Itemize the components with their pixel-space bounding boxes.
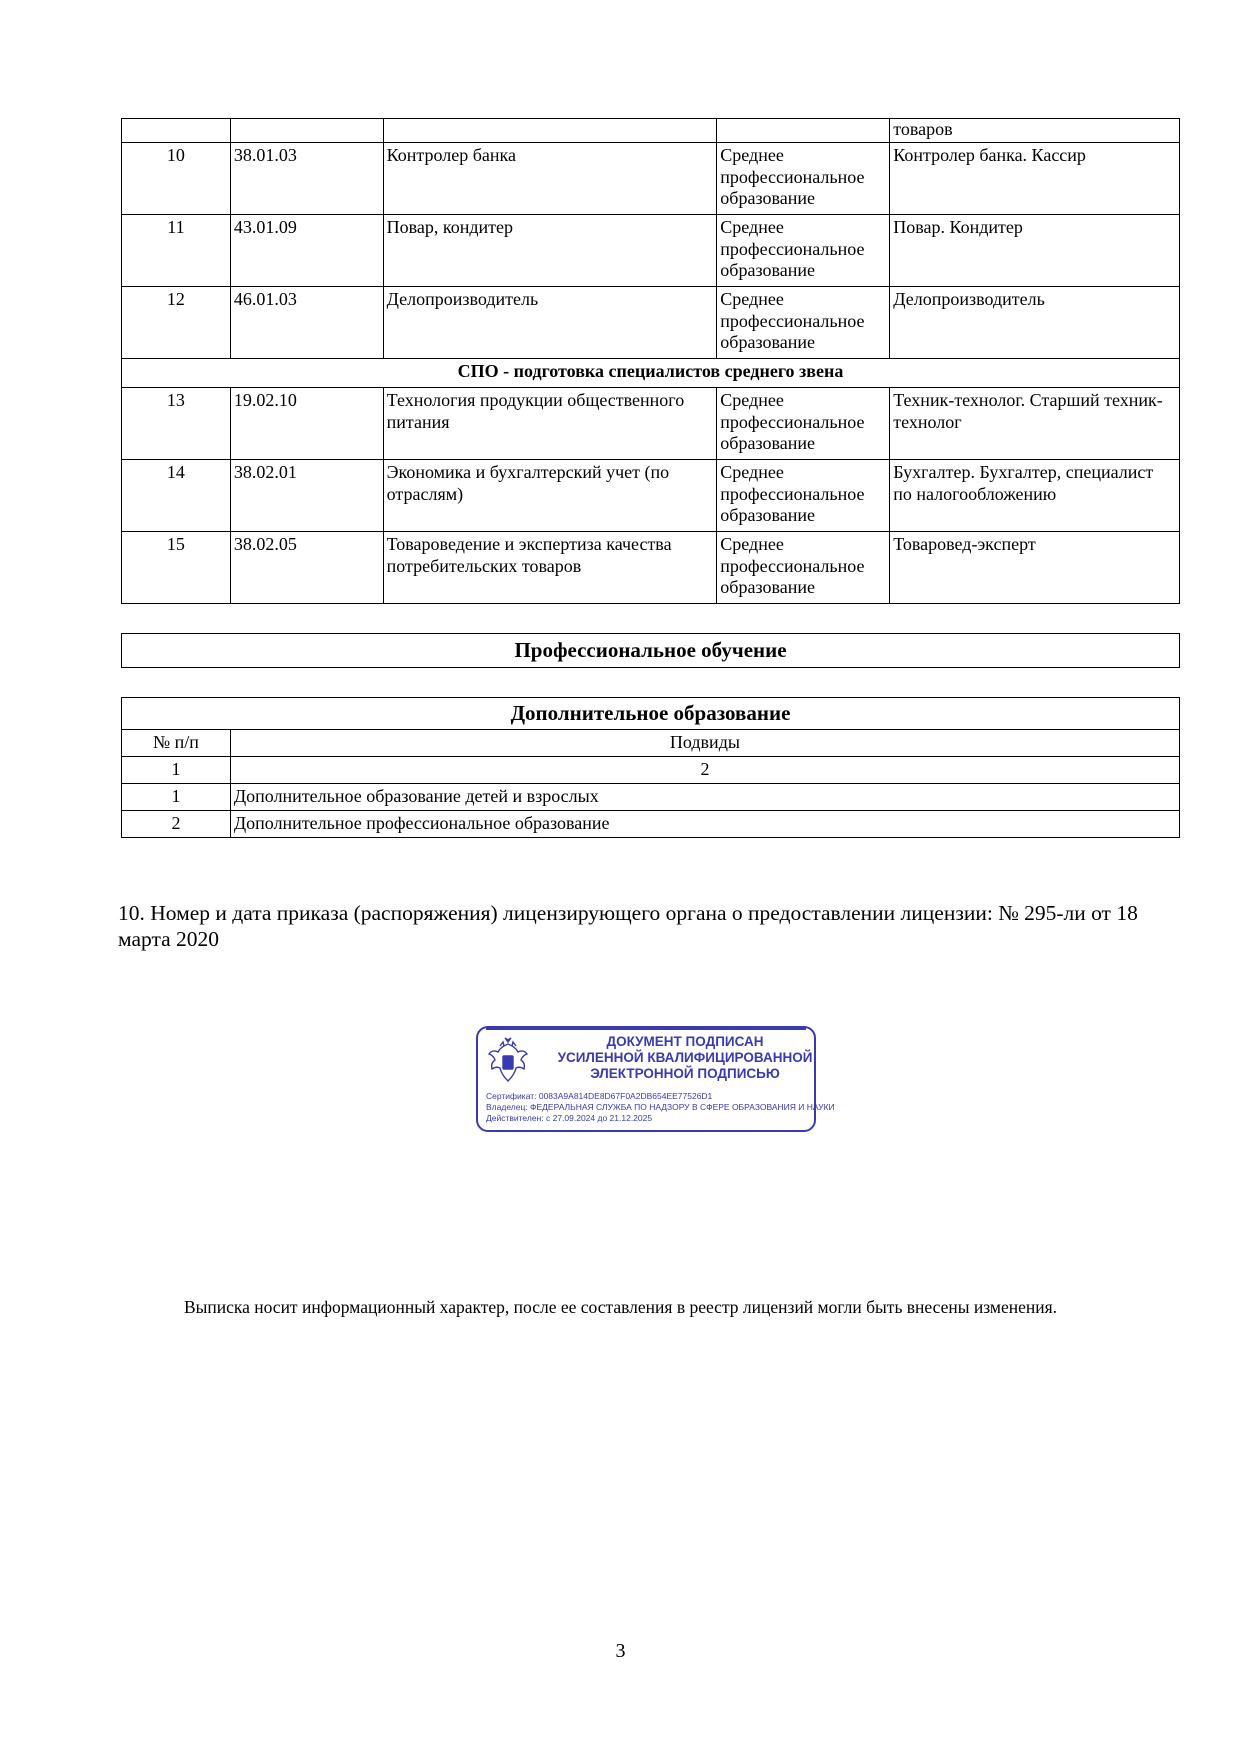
cell-code: 19.02.10: [230, 388, 383, 460]
cell-num: 13: [122, 388, 231, 460]
cell-qualification: Бухгалтер. Бухгалтер, специалист по налогообложению: [890, 460, 1180, 532]
table-row: [122, 698, 1180, 730]
cell-qualification: Делопроизводитель: [890, 287, 1180, 359]
stamp-line-3: ЭЛЕКТРОННОЙ ПОДПИСЬЮ: [590, 1066, 780, 1081]
stamp-top-rule: [486, 1027, 806, 1030]
cell-code: 38.02.01: [230, 460, 383, 532]
cell-subtype: Дополнительное профессиональное образование: [230, 811, 1179, 838]
cell-name: Контролер банка: [383, 143, 717, 215]
table-row: [122, 215, 1180, 287]
programs-table: [121, 118, 1180, 604]
column-header-num: № п/п: [122, 730, 231, 757]
cell-num: 11: [122, 215, 231, 287]
additional-education-table: [121, 697, 1180, 838]
cell-num: 1: [122, 784, 231, 811]
cell-code: 38.01.03: [230, 143, 383, 215]
table-row: [122, 811, 1180, 838]
cell-num: 15: [122, 532, 231, 604]
table-row: [122, 784, 1180, 811]
cell-num: 14: [122, 460, 231, 532]
column-index: 1: [122, 757, 231, 784]
cell-name: Технология продукции общественного питания: [383, 388, 717, 460]
table-row: [122, 634, 1180, 668]
table-index-row: [122, 757, 1180, 784]
cell-qualification: товаров: [890, 119, 1180, 143]
cell-name: Повар, кондитер: [383, 215, 717, 287]
cell-code: 43.01.09: [230, 215, 383, 287]
order-paragraph: 10. Номер и дата приказа (распоряжения) лицензирующего органа о предоставлении лицензии: № 295-ли от 18 марта 2020: [118, 901, 1138, 951]
table-row: [122, 119, 1180, 143]
cell-num: 10: [122, 143, 231, 215]
signature-stamp: [476, 1026, 835, 1132]
stamp-title: [540, 1034, 830, 1082]
cell-num: 2: [122, 811, 231, 838]
stamp-line-2: УСИЛЕННОЙ КВАЛИФИЦИРОВАННОЙ: [557, 1050, 813, 1065]
cell-name: Товароведение и экспертиза качества потребительских товаров: [383, 532, 717, 604]
cell-level: Среднее профессиональное образование: [717, 215, 890, 287]
page-number: 3: [615, 1640, 626, 1662]
column-index: 2: [230, 757, 1179, 784]
cell-qualification: Повар. Кондитер: [890, 215, 1180, 287]
stamp-owner: Владелец: ФЕДЕРАЛЬНАЯ СЛУЖБА ПО НАДЗОРУ В СФЕРЕ ОБРАЗОВАНИЯ И НАУКИ: [486, 1102, 835, 1112]
cell-level: Среднее профессиональное образование: [717, 388, 890, 460]
cell-subtype: Дополнительное образование детей и взрослых: [230, 784, 1179, 811]
cell-code: 46.01.03: [230, 287, 383, 359]
stamp-validity: Действителен: с 27.09.2024 до 21.12.2025: [486, 1113, 653, 1123]
table-row: [122, 143, 1180, 215]
table-row: [122, 460, 1180, 532]
cell-level: Среднее профессиональное образование: [717, 460, 890, 532]
table-row: [122, 388, 1180, 460]
cell-name: Экономика и бухгалтерский учет (по отраслям): [383, 460, 717, 532]
stamp-certificate: Сертификат: 0083A9A814DE8D67F0A2DB654EE77526D1: [486, 1091, 713, 1101]
footer-note: Выписка носит информационный характер, после ее составления в реестр лицензий могли быть внесены изменения.: [183, 1297, 1058, 1317]
cell-qualification: Контролер банка. Кассир: [890, 143, 1180, 215]
prof-training-table: [121, 633, 1180, 668]
table-header-row: [122, 730, 1180, 757]
cell-qualification: Техник-технолог. Старший техник-технолог: [890, 388, 1180, 460]
stamp-line-1: ДОКУМЕНТ ПОДПИСАН: [606, 1034, 764, 1049]
coat-of-arms-icon: [487, 1036, 529, 1084]
column-header-subtypes: Подвиды: [230, 730, 1179, 757]
table-row: [122, 532, 1180, 604]
cell-code: 38.02.05: [230, 532, 383, 604]
section-row: [122, 359, 1180, 388]
cell-qualification: Товаровед-эксперт: [890, 532, 1180, 604]
cell-name: Делопроизводитель: [383, 287, 717, 359]
cell-num: 12: [122, 287, 231, 359]
prof-training-heading: Профессиональное обучение: [122, 634, 1180, 668]
cell-level: Среднее профессиональное образование: [717, 287, 890, 359]
section-heading: СПО - подготовка специалистов среднего звена: [122, 359, 1180, 388]
table-row: [122, 287, 1180, 359]
cell-level: Среднее профессиональное образование: [717, 143, 890, 215]
cell-level: Среднее профессиональное образование: [717, 532, 890, 604]
additional-education-heading: Дополнительное образование: [122, 698, 1180, 730]
